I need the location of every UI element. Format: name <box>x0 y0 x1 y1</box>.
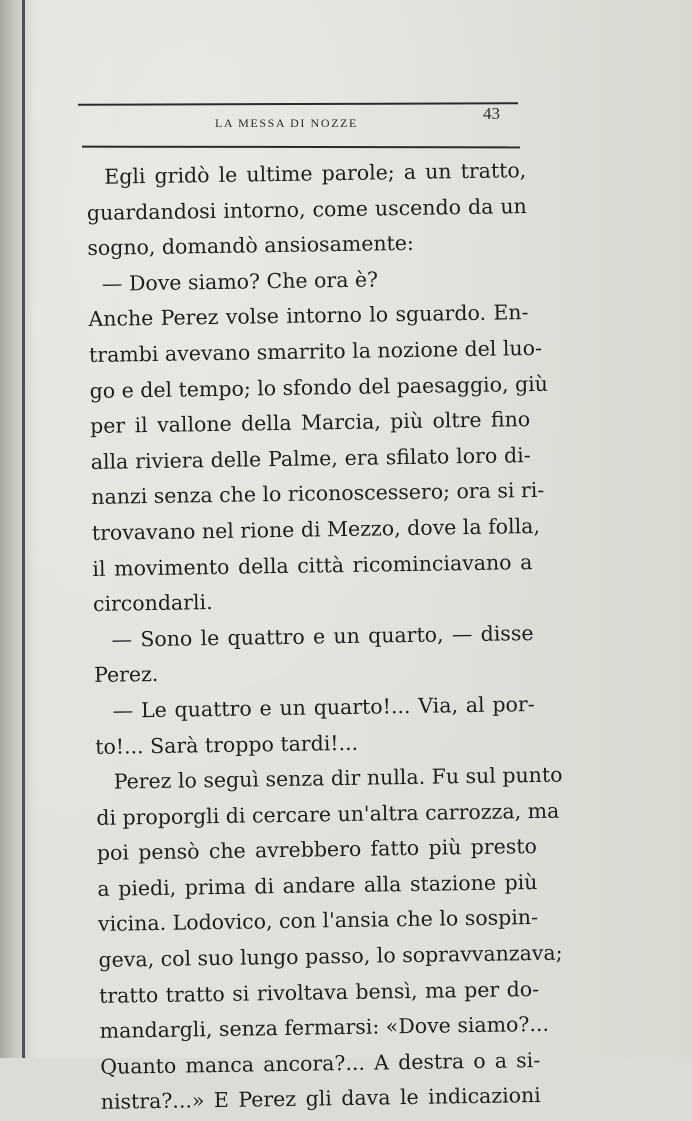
text-line: poi pensò che avrebbero fatto più presto <box>96 834 538 866</box>
text-line: to!... Sarà troppo tardi!... <box>95 730 359 759</box>
text-line: trovavano nel rione di Mezzo, dove la folla, <box>91 513 541 545</box>
text-line: Anche Perez volse intorno lo sguardo. En- <box>88 300 529 332</box>
text-line: circondarli. <box>92 590 213 617</box>
text-line: geva, col suo lungo passo, lo sopravvanzava; <box>98 940 563 972</box>
text-line: sogno, domandò ansiosamente: <box>87 231 415 261</box>
text-line: di proporgli di cercare un'altra carrozza, ma <box>96 798 560 830</box>
text-line: — Sono le quattro e un quarto, — disse <box>111 620 534 652</box>
text-line: alla riviera delle Palme, era sfilato loro di- <box>90 442 531 474</box>
text-line: go e del tempo; lo sfondo del paesaggio, giù <box>89 371 549 403</box>
text-line: vicina. Lodovico, con l'ansia che lo sospin- <box>97 905 539 937</box>
running-head: LA MESSA DI NOZZE <box>215 116 358 130</box>
text-line: Quanto manca ancora?... A destra o a si- <box>100 1047 541 1079</box>
text-line: — Le quattro e un quarto!... Via, al por- <box>112 691 535 723</box>
text-line: per il vallone della Marcia, più oltre fino <box>89 407 531 439</box>
text-line: mandargli, senza fermarsi: «Dove siamo?... <box>99 1012 550 1044</box>
text-line: Perez. <box>93 662 159 688</box>
page-number: 43 <box>483 104 500 123</box>
text-line: a piedi, prima di andare alla stazione più <box>97 869 538 901</box>
body-text <box>86 153 563 1121</box>
text-line: — Dove siamo? Che ora è? <box>101 267 379 296</box>
text-line: il movimento della città ricominciavano a <box>92 549 533 581</box>
text-line: Egli gridò le ultime parole; a un tratto, <box>104 158 527 189</box>
text-line: guardandosi intorno, come uscendo da un <box>86 193 527 225</box>
spine-shadow <box>0 0 36 1058</box>
text-line: nistra?...» E Perez gli dava le indicazioni <box>100 1083 541 1115</box>
text-line: trambi avevano smarrito la nozione del luo- <box>88 335 543 367</box>
header-rule-top <box>78 102 518 106</box>
text-line: nanzi senza che lo riconoscessero; ora si ri- <box>91 478 545 510</box>
text-line: Perez lo seguì senza dir nulla. Fu sul punto <box>113 762 563 794</box>
spine-edge <box>22 0 25 1058</box>
header-rule-bottom <box>82 146 520 149</box>
text-line: tratto tratto si rivoltava bensì, ma per do- <box>98 976 540 1008</box>
